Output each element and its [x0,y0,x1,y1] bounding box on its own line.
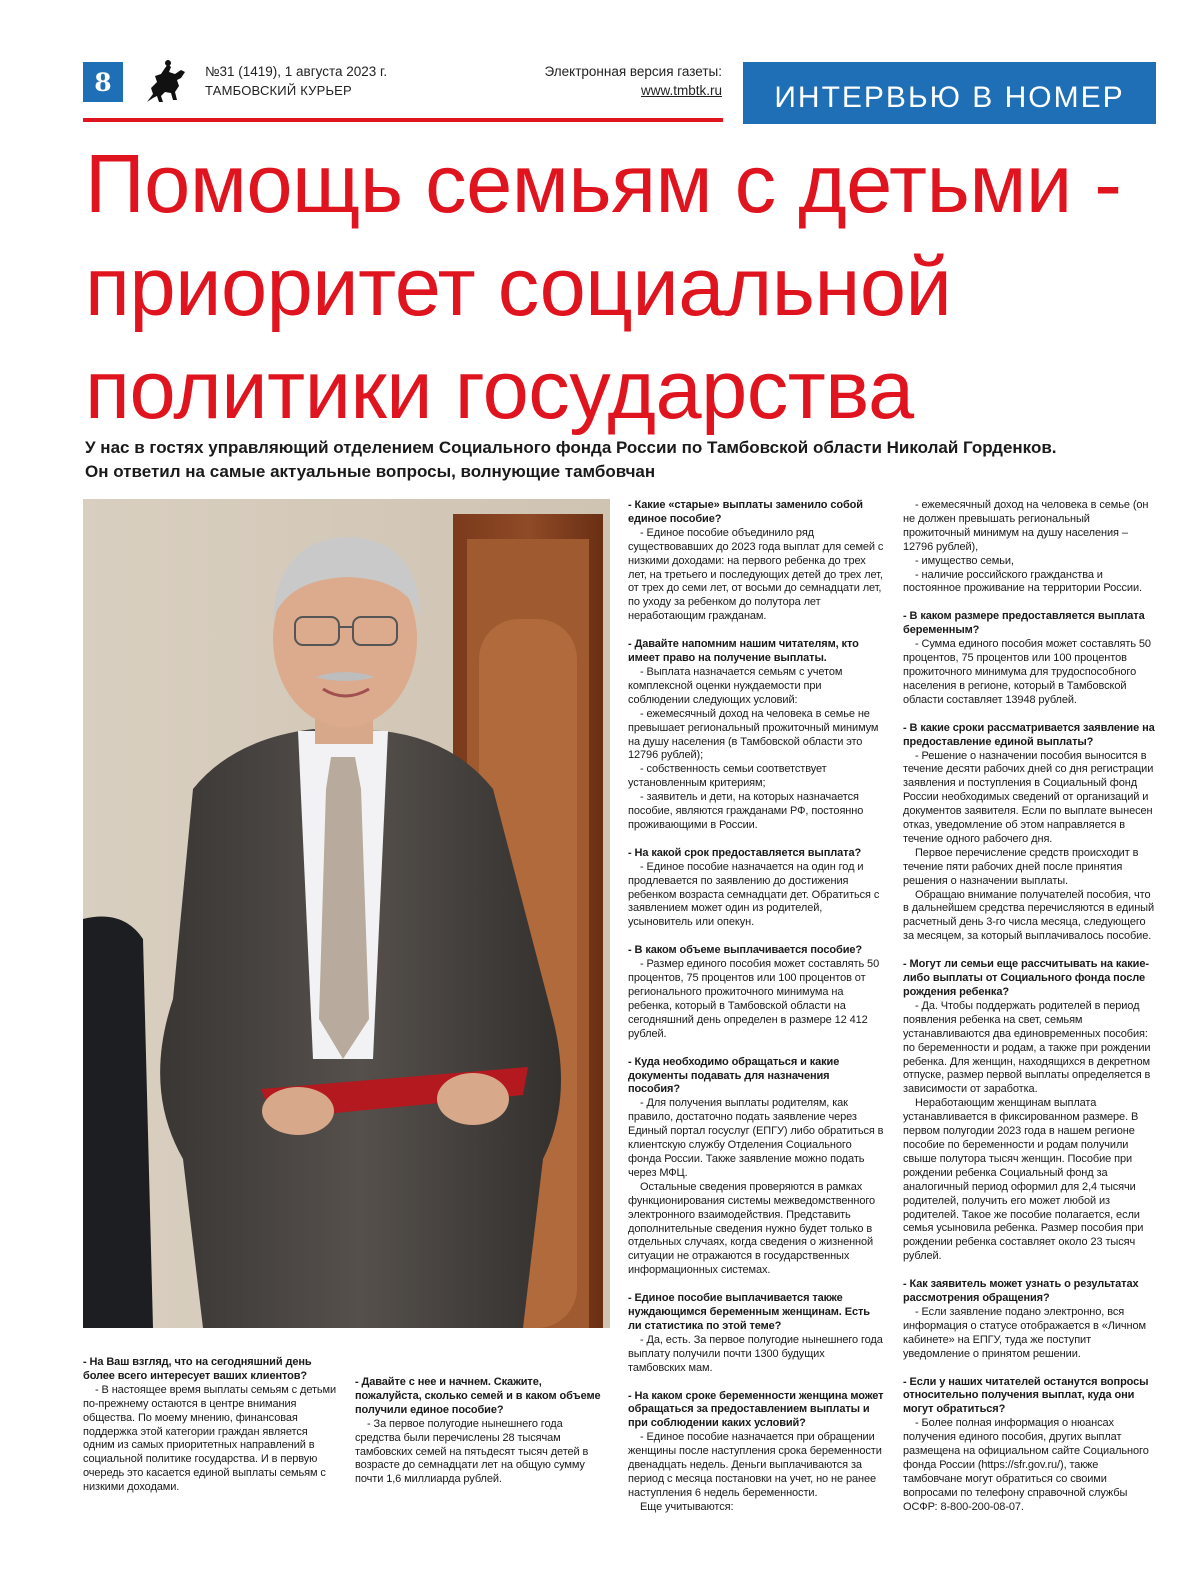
interview-question: - Давайте с нее и начнем. Скажите, пожалуйста, сколько семей и в каком объеме получили единое пособие? [355,1376,601,1416]
interview-paragraph: - Единое пособие назначается при обращении женщины после наступления срока беременности двенадцать недель. Деньги выплачиваются за период с месяца постановки на учет, но не ранее наступления 6 недель беременности. [628,1431,882,1499]
interview-paragraph: Остальные сведения проверяются в рамках функционирования системы межведомственного электронного взаимодействия. Представить дополнительные сведения нужно будет только в отдельных случаях, когда сведения о жизненной ситуации не отражаются в государственных информационных системах. [628,1180,876,1277]
paper-name: ТАМБОВСКИЙ КУРЬЕР [205,83,352,98]
interview-question: - На Ваш взгляд, что на сегодняшний день более всего интересует ваших клиентов? [83,1356,312,1382]
headline-line-3: политики государства [85,343,914,436]
interview-question: - В каком размере предоставляется выплата беременным? [903,610,1145,637]
interview-paragraph: Неработающим женщинам выплата устанавливается в фиксированном размере. В первом полугодии 2023 года в нашем регионе пособие по беременности и родам получили свыше полутора тысяч женщин. Пособие при рождении ребенка Социальный фонд за аналогичный период оформил для 2,4 тысячи родителей, получить его может любой из родителей. Такое же пособие полагается, если семья усыновила ребенка. Размер пособия при рождении ребенка составляет около 23 тысяч рублей. [903,1097,1144,1263]
interview-paragraph: - За первое полугодие нынешнего года средства были перечислены 28 тысячам тамбовских семей на пятьдесят тысяч детей в возрасте до семнадцати лет на общую сумму почти 1,6 миллиарда рублей. [355,1417,589,1486]
interview-question: - На каком сроке беременности женщина может обращаться за предоставлением выплаты и при соблюдении каких условий? [628,1389,884,1430]
interview-paragraph: - Размер единого пособия может составлять 50 процентов, 75 процентов или 100 процентов от регионального прожиточного минимума на ребенка, который в Тамбовской области на сегодняшний день определен в размере 12 412 рублей. [628,958,880,1040]
interview-paragraph: - Единое пособие объединило ряд существовавших до 2023 года выплат для семей с низкими доходами: на первого ребенка до трех лет, на третьего и последующих детей до трех лет, от трех до семи лет, от восьми до семнадцати лет, по уходу за ребенком до полутора лет неработающим гражданам. [628,526,884,623]
interview-paragraph: - заявитель и дети, на которых назначается пособие, являются гражданами РФ, постоянно проживающими в России. [628,791,864,831]
interview-paragraph: - Более полная информация о нюансах получения единого пособия, других выплат размещена на официальном сайте Социального фонда России (https://sfr.gov.ru/), также тамбовчане могут обратиться со своими вопросами по телефону справочной службы ОСФР: 8-800-200-08-07. [903,1417,1149,1513]
interview-paragraph: - Единое пособие назначается на один год и продлевается по заявлению до достижения ребенком возраста семнадцати дет. Обратиться с заявлением может один из родителей, усыновитель или опекун. [628,860,880,929]
interview-paragraph: - имущество семьи, [915,554,1014,567]
interview-question: - Могут ли семьи еще рассчитывать на какие-либо выплаты от Социального фонда после рождения ребенка? [903,958,1149,998]
headline [85,132,1175,441]
interview-question: - В каком объеме выплачивается пособие? [628,944,863,957]
interview-paragraph: - собственность семьи соответствует установленным критериям; [628,763,827,790]
interview-paragraph: - наличие российского гражданства и постоянное проживание на территории России. [903,568,1142,595]
section-label: ИНТЕРВЬЮ В НОМЕР [743,62,1156,124]
ev-link[interactable]: www.tmbtk.ru [640,83,722,98]
ev-label: Электронная версия газеты: [544,64,722,79]
lead-line-1: У нас в гостях управляющий отделением Социального фонда России по Тамбовской области Николай Горденков. [85,438,1057,457]
article-column-1 [83,1356,338,1495]
interview-paragraph: - Да, есть. За первое полугодие нынешнего года выплату получили почти 1300 будущих тамбовских мам. [628,1333,883,1374]
article-column-2 [355,1376,610,1487]
interview-paragraph: - Решение о назначении пособия выносится в течение десяти рабочих дней со дня регистрации заявления и поступления в Социальный фонд России необходимых сведений от организаций и документов заявителя. Если по выплате вынесен отказ, уведомление об этом направляется в течение одного рабочего дня. [903,749,1154,845]
interview-paragraph: - Для получения выплаты родителям, как правило, достаточно подать заявление через Единый портал госуслуг (ЕПГУ) либо обратиться в клиентскую службу Отделения Социального фонда России. Также заявление можно подать через МФЦ. [628,1097,884,1179]
interview-question: - Куда необходимо обращаться и какие документы подавать для назначения пособия? [628,1055,840,1096]
interview-paragraph: - В настоящее время выплаты семьям с детьми по-прежнему остаются в центре внимания общества. По моему мнению, финансовая поддержка этой категории граждан является одним из самых приоритетных направлений в социальной политике государства. И в первую очередь это касается единой выплаты семьям с низкими доходами. [83,1383,337,1494]
interview-question: - Давайте напомним нашим читателям, кто имеет право на получение выплаты. [628,638,859,665]
interview-question: - Какие «старые» выплаты заменило собой единое пособие? [628,499,863,525]
header-divider [83,118,723,122]
interview-paragraph: - Да. Чтобы поддержать родителей в период появления ребенка на свет, семьям устанавливаются два единовременных пособия: по беременности и родам, а также при рождении ребенка. Для женщин, находящихся в декретном отпуске, размер первой выплаты определяется в зависимости от заработка. [903,999,1151,1096]
lead-line-2: Он ответил на самые актуальные вопросы, волнующие тамбовчан [85,462,656,481]
interview-paragraph: Первое перечисление средств происходит в течение пяти рабочих дней после принятия решения о назначении выплаты. [903,846,1139,887]
interview-question: - Если у наших читателей останутся вопросы относительно получения выплат, куда они могут обратиться? [903,1375,1149,1416]
interview-paragraph: - ежемесячный доход на человека в семье не превышает региональный прожиточный минимум на душу населения (в Тамбовской области это 12796 рублей); [628,707,879,762]
interview-question: - На какой срок предоставляется выплата? [628,846,862,859]
interview-question: - Единое пособие выплачивается также нуждающимся беременным женщинам. Есть ли статистика по этой теме? [628,1292,870,1332]
interview-question: - Как заявитель может узнать о результатах рассмотрения обращения? [903,1278,1139,1305]
interview-paragraph: Обращаю внимание получателей пособия, что в дальнейшем средства перечисляются в единый расчетный день 3-го числа месяца, следующего за месяцем, за который выплачивалось пособие. [903,888,1155,943]
interview-paragraph: - Сумма единого пособия может составлять 50 процентов, 75 процентов или 100 процентов прожиточного минимума для трудоспособного населения в регионе, который в Тамбовской области составляет 13948 рублей. [903,638,1151,706]
lead-paragraph [85,436,1175,484]
page-number: 8 [83,62,123,102]
electronic-version [545,62,722,100]
interview-paragraph: - Выплата назначается семьям с учетом комплексной оценки нуждаемости при соблюдении следующих условий: [628,665,843,706]
horse-rider-logo-icon [141,58,191,108]
article-column-4 [903,499,1157,1515]
article-column-3 [628,499,884,1515]
interview-paragraph: Еще учитываются: [640,1500,734,1513]
issue-info [205,62,387,100]
portrait-photo-icon [83,499,610,1328]
headline-line-1: Помощь семьям с детьми - [85,137,1122,230]
interview-question: - В какие сроки рассматривается заявление на предоставление единой выплаты? [903,721,1155,748]
headline-line-2: приоритет социальной [85,240,952,333]
issue-number: №31 (1419), 1 августа 2023 г. [205,64,388,79]
interview-paragraph: - ежемесячный доход на человека в семье (он не должен превышать региональный прожиточный минимум на душу населения – 12796 рублей), [903,499,1149,553]
interview-paragraph: - Если заявление подано электронно, вся информация о статусе отображается в «Личном кабинете» на ЕПГУ, туда же поступит уведомление о принятом решении. [903,1305,1146,1360]
